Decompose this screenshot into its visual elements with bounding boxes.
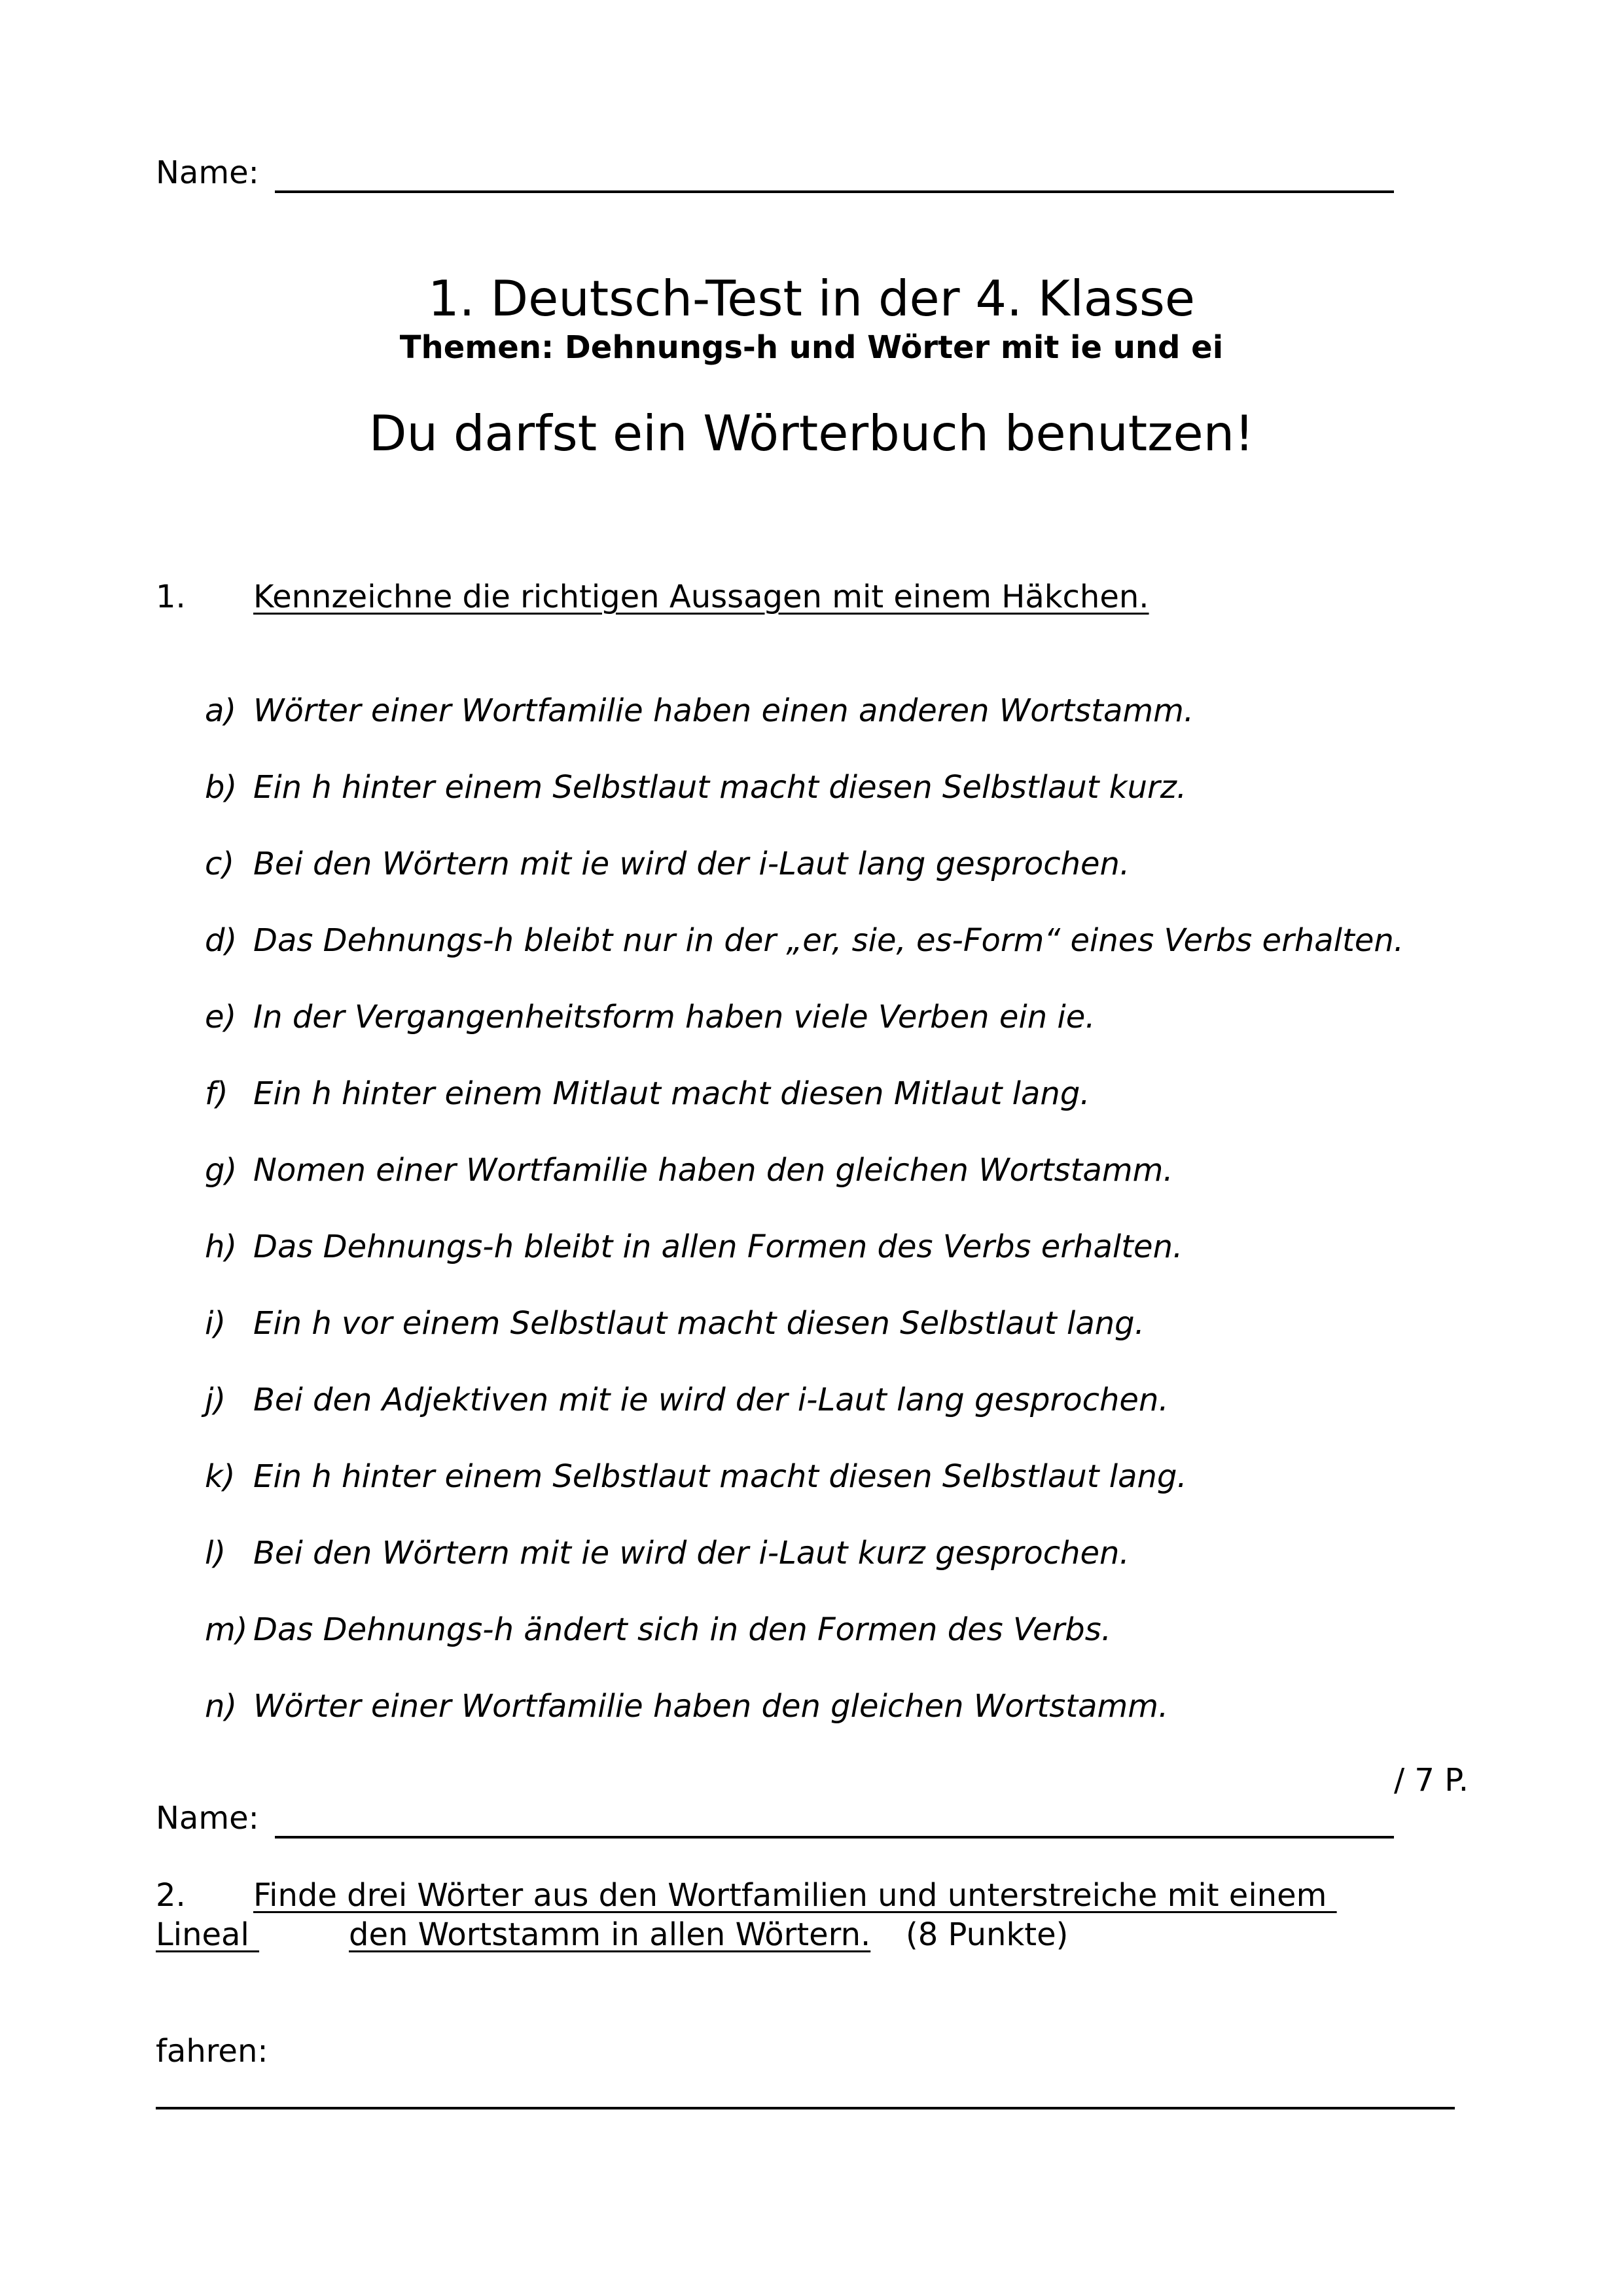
item-letter: e) — [205, 999, 237, 1035]
dictionary-hint: Du darfst ein Wörterbuch benutzen! — [368, 404, 1255, 462]
item-letter: n) — [205, 1688, 238, 1725]
item-letter: k) — [205, 1458, 236, 1495]
statement-item[interactable]: In der Vergangenheitsform haben viele Verben ein ie. — [253, 999, 1096, 1035]
item-letter: c) — [205, 846, 235, 882]
statement-item[interactable]: Bei den Wörtern mit ie wird der i-Laut lang gesprochen. — [253, 846, 1130, 882]
item-letter: h) — [205, 1229, 238, 1265]
item-letter: j) — [205, 1382, 226, 1418]
name-underline-2[interactable] — [275, 1836, 1394, 1839]
statement-item[interactable]: Das Dehnungs-h bleibt nur in der „er, sie, es-Form“ eines Verbs erhalten. — [253, 922, 1404, 959]
answer-line-fahren[interactable] — [156, 2107, 1455, 2109]
question1-number: 1. — [156, 579, 186, 615]
page-title: 1. Deutsch-Test in der 4. Klasse — [427, 270, 1196, 327]
statement-item[interactable]: Ein h hinter einem Selbstlaut macht diesen Selbstlaut lang. — [253, 1458, 1187, 1495]
name-underline[interactable] — [275, 190, 1394, 193]
question2-text-line2a: Lineal — [156, 1916, 260, 1953]
word-label-fahren: fahren: — [156, 2033, 268, 2070]
statement-item[interactable]: Das Dehnungs-h ändert sich in den Formen des Verbs. — [253, 1611, 1112, 1648]
item-letter: b) — [205, 769, 238, 806]
statement-item[interactable]: Ein h vor einem Selbstlaut macht diesen Selbstlaut lang. — [253, 1305, 1145, 1342]
item-letter: d) — [205, 922, 238, 959]
statement-item[interactable]: Wörter einer Wortfamilie haben den gleichen Wortstamm. — [253, 1688, 1169, 1725]
item-letter: a) — [205, 692, 237, 729]
statement-item[interactable]: Bei den Adjektiven mit ie wird der i-Laut lang gesprochen. — [253, 1382, 1169, 1418]
item-letter: m) — [205, 1611, 248, 1648]
statement-item[interactable]: Ein h hinter einem Mitlaut macht diesen Mitlaut lang. — [253, 1075, 1090, 1112]
name-label: Name: — [156, 154, 259, 191]
item-letter: f) — [205, 1075, 228, 1112]
question2-number: 2. — [156, 1877, 186, 1914]
statement-item[interactable]: Das Dehnungs-h bleibt in allen Formen des Verbs erhalten. — [253, 1229, 1183, 1265]
item-letter: g) — [205, 1152, 238, 1189]
name-label-2: Name: — [156, 1800, 259, 1837]
statement-item[interactable]: Bei den Wörtern mit ie wird der i-Laut kurz gesprochen. — [253, 1535, 1130, 1571]
item-letter: i) — [205, 1305, 226, 1342]
page-subtitle: Themen: Dehnungs-h und Wörter mit ie und ei — [399, 329, 1224, 366]
question2-text-line2b: den Wortstamm in allen Wörtern. — [349, 1916, 871, 1953]
statement-item[interactable]: Ein h hinter einem Selbstlaut macht diesen Selbstlaut kurz. — [253, 769, 1187, 806]
item-letter: l) — [205, 1535, 226, 1571]
statement-item[interactable]: Wörter einer Wortfamilie haben einen anderen Wortstamm. — [253, 692, 1194, 729]
question2-text-line1: Finde drei Wörter aus den Wortfamilien und unterstreiche mit einem — [253, 1877, 1337, 1914]
statement-item[interactable]: Nomen einer Wortfamilie haben den gleichen Wortstamm. — [253, 1152, 1173, 1189]
question1-points: / 7 P. — [1394, 1762, 1469, 1799]
question2-points: (8 Punkte) — [906, 1916, 1069, 1953]
question1-text: Kennzeichne die richtigen Aussagen mit einem Häkchen. — [253, 579, 1149, 615]
